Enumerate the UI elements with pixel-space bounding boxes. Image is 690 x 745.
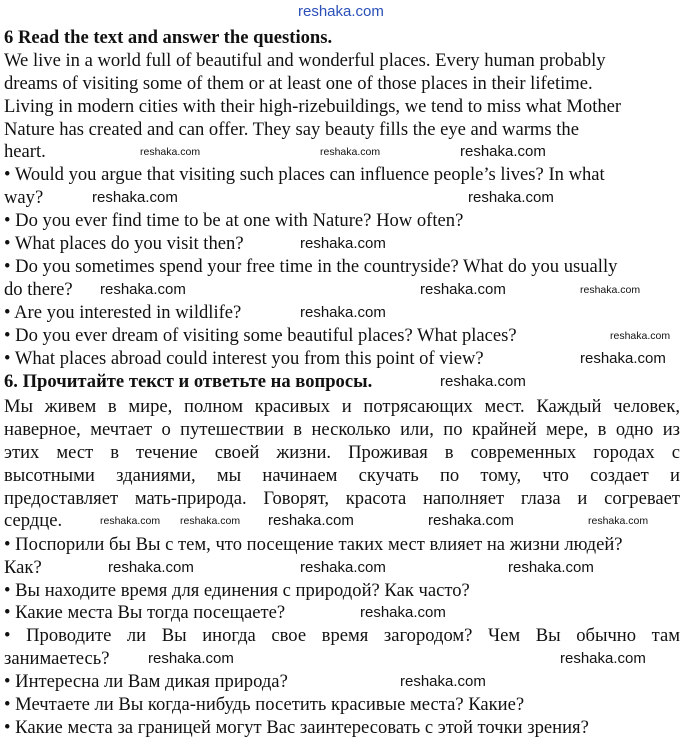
watermark: reshaka.com [300, 559, 386, 576]
watermark: reshaka.com [320, 146, 381, 158]
watermark-top: reshaka.com [298, 3, 384, 20]
watermark: reshaka.com [588, 515, 649, 527]
russian-paragraph-line: высотными зданиями, мы начинаем скучать по тому, что создает и [4, 465, 680, 486]
watermark: reshaka.com [180, 515, 241, 527]
watermark: reshaka.com [140, 146, 201, 158]
russian-paragraph-line: Мы живем в мире, полном красивых и потрясающих мест. Каждый человек, [4, 396, 680, 417]
watermark: reshaka.com [400, 673, 486, 690]
english-title: 6 Read the text and answer the questions. [4, 27, 333, 48]
watermark: reshaka.com [460, 143, 546, 160]
russian-paragraph-line: этих мест в течение своей жизни. Проживая в современных городах с [4, 442, 680, 463]
english-question: do there? [4, 279, 73, 300]
watermark: reshaka.com [100, 515, 161, 527]
russian-question: занимаетесь? [4, 648, 110, 669]
english-paragraph-line: dreams of visiting some of them or at least one of those places in their lifetime. [4, 73, 593, 94]
watermark: reshaka.com [300, 235, 386, 252]
watermark: reshaka.com [360, 604, 446, 621]
watermark: reshaka.com [580, 284, 641, 296]
english-question: • Do you sometimes spend your free time in the countryside? What do you usually [4, 256, 618, 277]
russian-question: • Поспорили бы Вы с тем, что посещение таких мест влияет на жизни людей? [4, 534, 623, 555]
english-paragraph-line: Nature has created and can offer. They say beauty fills the eye and warms the [4, 119, 579, 140]
russian-question: • Какие места Вы тогда посещаете? [4, 602, 286, 623]
russian-title: 6. Прочитайте текст и ответьте на вопросы. [4, 371, 373, 392]
russian-question: • Вы находите время для единения с природой? Как часто? [4, 580, 470, 601]
english-question: • Would you argue that visiting such places can influence people’s lives? In what [4, 164, 605, 185]
watermark: reshaka.com [420, 281, 506, 298]
english-question: • Are you interested in wildlife? [4, 302, 242, 323]
russian-paragraph-line: наверное, мечтает о путешествии в несколько или, по крайней мере, в одно из [4, 419, 680, 440]
russian-question: • Интересна ли Вам дикая природа? [4, 671, 288, 692]
watermark: reshaka.com [468, 189, 554, 206]
watermark: reshaka.com [92, 189, 178, 206]
english-paragraph-line: We live in a world full of beautiful and wonderful places. Every human probably [4, 50, 606, 71]
watermark: reshaka.com [610, 330, 671, 342]
english-question: • Do you ever dream of visiting some beautiful places? What places? [4, 325, 517, 346]
russian-question: • Мечтаете ли Вы когда-нибудь посетить красивые места? Какие? [4, 694, 525, 715]
english-paragraph-line: Living in modern cities with their high-rizebuildings, we tend to miss what Mother [4, 96, 622, 117]
watermark: reshaka.com [580, 350, 666, 367]
watermark: reshaka.com [300, 304, 386, 321]
english-question: • Do you ever find time to be at one with Nature? How often? [4, 210, 464, 231]
russian-paragraph-line: сердце. [4, 510, 63, 531]
russian-paragraph-line: предоставляет мать-природа. Говорят, красота наполняет глаза и согревает [4, 488, 680, 509]
english-question: way? [4, 187, 44, 208]
watermark: reshaka.com [148, 650, 234, 667]
russian-question: • Какие места за границей могут Вас заинтересовать с этой точки зрения? [4, 717, 589, 738]
russian-question: Как? [4, 557, 42, 578]
watermark: reshaka.com [428, 512, 514, 529]
watermark: reshaka.com [100, 281, 186, 298]
watermark: reshaka.com [508, 559, 594, 576]
russian-question: • Проводите ли Вы иногда свое время загородом? Чем Вы обычно там [4, 625, 680, 646]
english-paragraph-line: heart. [4, 141, 46, 162]
watermark: reshaka.com [440, 373, 526, 390]
watermark: reshaka.com [268, 512, 354, 529]
watermark: reshaka.com [560, 650, 646, 667]
english-question: • What places abroad could interest you from this point of view? [4, 348, 484, 369]
watermark: reshaka.com [108, 559, 194, 576]
english-question: • What places do you visit then? [4, 233, 244, 254]
